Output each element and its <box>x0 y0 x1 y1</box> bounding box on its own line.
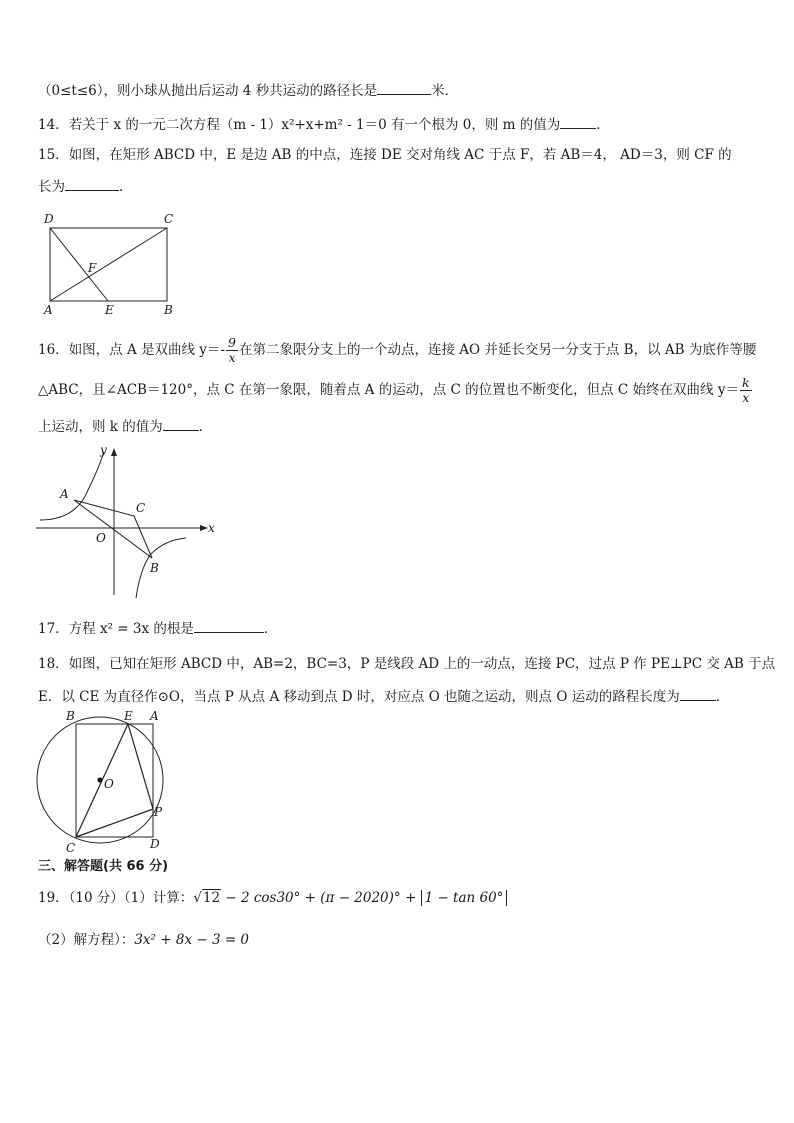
label-o: O <box>104 777 114 791</box>
q18-text-2: E．以 CE 为直径作⊙O，当点 P 从点 A 移动到点 D 时，对应点 O 也随之运动，则点 O 运动的路程长度为 <box>38 689 680 705</box>
label-x: x <box>208 521 215 535</box>
fraction-k-over-x: $\frac{k}{x}$ <box>741 375 750 405</box>
q17-number: 17． <box>38 621 69 637</box>
q17-answer-blank[interactable] <box>194 618 264 633</box>
q16-text-3: 上运动，则 k 的值为 <box>38 419 163 435</box>
q16-line2 <box>38 375 753 405</box>
label-o: O <box>96 531 106 545</box>
q16-text-end: ． <box>198 419 213 435</box>
label-a: A <box>150 709 159 723</box>
q16-text: 如图，点 A 是双曲线 y＝- <box>68 342 225 358</box>
label-a: A <box>60 487 69 501</box>
q19-part2-label: （2）解方程）： <box>38 932 135 948</box>
y-axis-arrow <box>111 448 117 456</box>
q19-equation: 3x² + 8x − 3 = 0 <box>134 932 250 948</box>
q15-answer-blank[interactable] <box>65 176 119 191</box>
label-d: D <box>44 212 54 226</box>
q13-line <box>38 80 458 101</box>
q15-text-2: 长为 <box>38 179 65 195</box>
q13-text-end: 米． <box>431 83 459 99</box>
q13-answer-blank[interactable] <box>377 80 431 95</box>
q16-line1 <box>38 335 756 365</box>
q14-number: 14． <box>38 117 69 133</box>
q19-line1 <box>38 888 507 908</box>
q18-text-end: ． <box>715 689 730 705</box>
label-b: B <box>150 561 159 575</box>
q19-text: （10 分）（1）计算： <box>68 890 194 906</box>
label-y: y <box>100 443 107 457</box>
label-b: B <box>66 709 75 723</box>
q16-text-2: △ABC，且∠ACB＝120°，点 C 在第一象限，随着点 A 的运动，点 C 的位置也不断变化，但点 C 始终在双曲线 y＝ <box>38 382 739 398</box>
q17-text: 方程 x² = 3x 的根是 <box>68 621 194 637</box>
label-c: C <box>164 212 174 226</box>
q18-figure <box>36 706 176 856</box>
segment-ep <box>128 724 153 809</box>
label-e: E <box>105 303 114 317</box>
q16-text-b: 在第二象限分支上的一个动点，连接 AO 并延长交另一分支于点 B，以 AB 为底作等腰 <box>238 342 757 358</box>
q17-line <box>38 618 277 639</box>
q19-line2 <box>38 930 249 950</box>
hyperbola-branch-fourth-quadrant <box>136 538 186 598</box>
q15-line1 <box>38 145 732 165</box>
q14-answer-blank[interactable] <box>560 114 596 129</box>
hyperbola-branch-second-quadrant <box>40 452 104 520</box>
q15-figure <box>38 210 178 320</box>
q14-text: 若关于 x 的一元二次方程（m - 1）x²+x+m² - 1＝0 有一个根为 0，则 m 的值为 <box>68 117 561 133</box>
rectangle-abcd <box>76 724 153 837</box>
sqrt-symbol: √ <box>193 890 202 906</box>
q15-text-end: ． <box>119 179 133 195</box>
q15-line2 <box>38 176 133 197</box>
x-axis-arrow <box>200 525 208 531</box>
q18-line2 <box>38 686 729 707</box>
label-f: F <box>88 261 97 275</box>
q16-line3 <box>38 416 212 437</box>
segment-de <box>50 228 108 301</box>
abs-expression: 1 − tan 60° <box>421 890 508 906</box>
q18-line1 <box>38 654 775 674</box>
label-a: A <box>44 303 53 317</box>
q16-number: 16． <box>38 342 69 358</box>
q14-line <box>38 114 610 135</box>
label-c: C <box>66 841 76 855</box>
fraction-9-over-x: $\frac{9}{x}$ <box>228 335 236 365</box>
label-e: E <box>124 709 133 723</box>
q16-figure <box>36 440 226 600</box>
label-b: B <box>164 303 173 317</box>
q19-expression: − 2 cos30° + (π − 2020)° + <box>221 890 421 906</box>
label-c: C <box>136 501 146 515</box>
q14-text-end: ． <box>596 117 610 133</box>
sqrt-radicand: 12 <box>202 890 221 906</box>
label-p: P <box>154 805 163 819</box>
q18-answer-blank[interactable] <box>680 686 716 701</box>
q15-number: 15． <box>38 147 69 163</box>
label-d: D <box>150 837 160 851</box>
q18-number: 18． <box>38 656 69 672</box>
q13-text: （0≤t≤6），则小球从抛出后运动 4 秒共运动的路径长是 <box>38 83 378 99</box>
segment-ac <box>50 228 167 301</box>
center-point-o <box>97 777 102 782</box>
q16-answer-blank[interactable] <box>163 416 199 431</box>
q18-text: 如图，已知在矩形 ABCD 中，AB=2，BC=3，P 是线段 AD 上的一动点，连接 PC，过点 P 作 PE⊥PC 交 AB 于点 <box>68 656 776 672</box>
q15-text: 如图，在矩形 ABCD 中，E 是边 AB 的中点，连接 DE 交对角线 AC 于点 F，若 AB＝4， AD＝3，则 CF 的 <box>68 147 732 163</box>
section-title: 三、解答题(共 66 分) <box>38 859 169 874</box>
segment-ac <box>74 500 134 516</box>
q17-text-end: ． <box>263 621 278 637</box>
q19-number: 19． <box>38 890 69 906</box>
